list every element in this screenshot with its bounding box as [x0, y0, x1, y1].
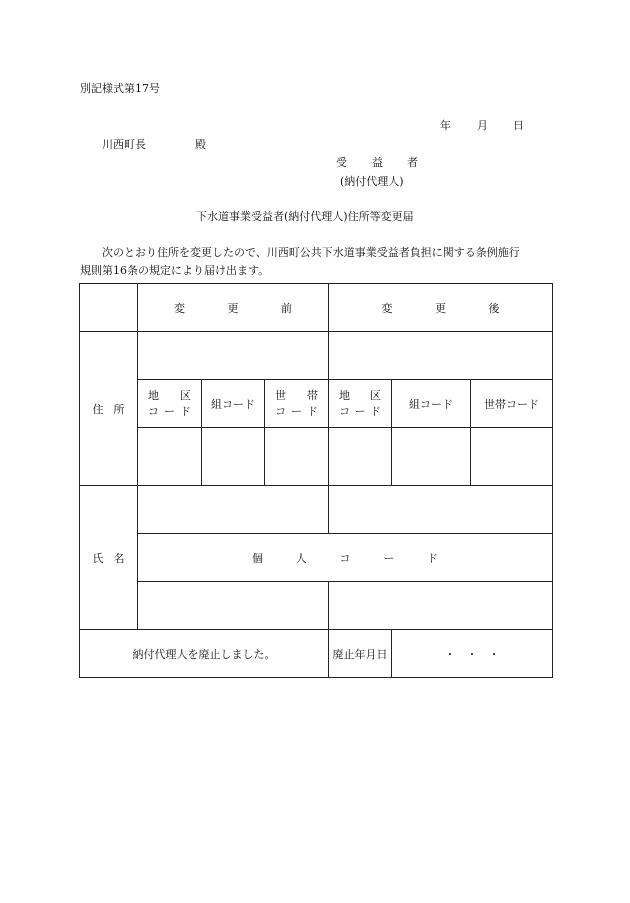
district-code-after-field[interactable]: [329, 428, 392, 486]
abolished-date-field[interactable]: [392, 630, 553, 678]
household-code-header-before: 世帯 コード: [265, 380, 329, 428]
address-after-field[interactable]: [329, 332, 553, 380]
address-before-field[interactable]: [138, 332, 329, 380]
name-after-field[interactable]: [329, 486, 553, 534]
date-separators: ・ ・ ・: [444, 647, 500, 661]
before-char-2: 更: [227, 301, 259, 315]
name-label-cell: [80, 486, 138, 630]
body-text: [80, 244, 560, 280]
address-char-1: 住: [92, 402, 107, 416]
applicant-char-2: 益: [372, 156, 383, 169]
after-char-3: 後: [488, 301, 500, 315]
addressee-name: 川西町長: [102, 138, 146, 151]
year-label: 年: [440, 119, 451, 132]
district-code-header-before: 地区 コード: [138, 380, 202, 428]
corner-cell: [80, 284, 138, 332]
applicant-char-1: 受: [336, 156, 347, 169]
before-char-3: 前: [281, 301, 293, 315]
personal-code-header: 個 人 コ ー ド: [138, 534, 553, 582]
applicant-proxy-label: (納付代理人): [340, 175, 404, 188]
district-code-before-field[interactable]: [138, 428, 202, 486]
after-header: [329, 284, 553, 332]
body-line-1: 次のとおり住所を変更したので、川西町公共下水道事業受益者負担に関する条例施行: [102, 246, 520, 259]
address-char-2: 所: [113, 402, 125, 416]
after-char-1: 変: [381, 301, 413, 315]
district-code-header-after: 地区 コード: [329, 380, 392, 428]
form-number: 別記様式第17号: [80, 82, 160, 95]
form-title: 下水道事業受益者(納付代理人)住所等変更届: [196, 210, 414, 223]
after-char-2: 更: [435, 301, 466, 315]
before-header: [138, 284, 329, 332]
name-before-field[interactable]: [138, 486, 329, 534]
applicant-char-3: 者: [407, 156, 418, 169]
addressee-honorific: 殿: [195, 138, 206, 151]
day-label: 日: [513, 119, 524, 132]
group-code-header-after: 組コード: [392, 380, 471, 428]
body-line-2: 規則第16条の規定により届け出ます。: [80, 264, 270, 277]
name-char-2: 名: [113, 551, 125, 565]
addressee: [102, 138, 206, 151]
personal-code-after-field[interactable]: [329, 582, 553, 630]
name-char-1: 氏: [92, 551, 107, 565]
group-code-before-field[interactable]: [202, 428, 265, 486]
month-label: 月: [477, 119, 488, 132]
personal-code-before-field[interactable]: [138, 582, 329, 630]
abolished-date-label: 廃止年月日: [329, 630, 392, 678]
household-code-after-field[interactable]: [471, 428, 553, 486]
abolished-statement: 納付代理人を廃止しました。: [80, 630, 329, 678]
before-char-1: 変: [174, 301, 205, 315]
household-code-header-after: 世帯コード: [471, 380, 553, 428]
change-form-table: [79, 283, 553, 678]
group-code-after-field[interactable]: [392, 428, 471, 486]
address-label-cell: [80, 332, 138, 486]
group-code-header-before: 組コード: [202, 380, 265, 428]
household-code-before-field[interactable]: [265, 428, 329, 486]
